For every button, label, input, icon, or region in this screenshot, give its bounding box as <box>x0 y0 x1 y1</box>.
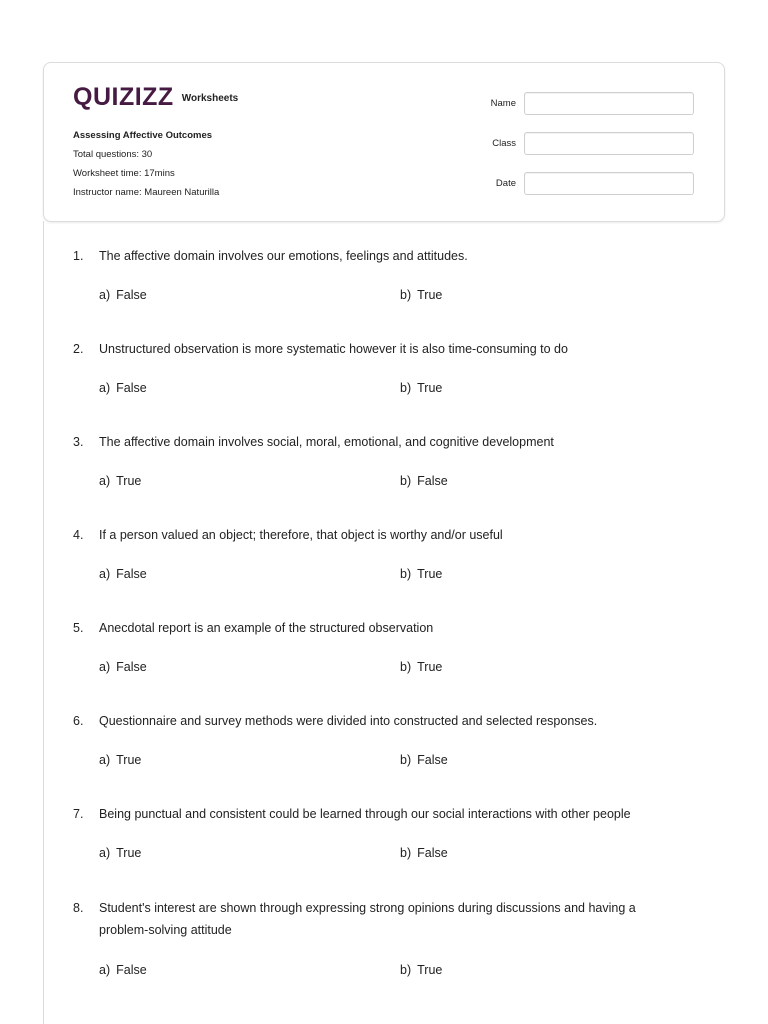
name-field-row <box>464 91 696 115</box>
option-text: True <box>417 567 443 581</box>
option-b[interactable] <box>400 659 442 675</box>
question-1 <box>73 245 673 267</box>
option-text: True <box>417 963 443 977</box>
option-text: True <box>417 381 443 395</box>
question-text: The affective domain involves social, moral, emotional, and cognitive development <box>99 435 554 449</box>
question-number: 7. <box>73 807 84 821</box>
option-a[interactable] <box>99 659 147 675</box>
question-text: If a person valued an object; therefore, that object is worthy and/or useful <box>99 528 503 542</box>
option-letter: b) <box>400 567 412 581</box>
option-text: False <box>116 381 147 395</box>
question-number: 8. <box>73 901 84 915</box>
question-2 <box>73 338 673 360</box>
option-text: True <box>417 288 443 302</box>
option-letter: b) <box>400 846 412 860</box>
option-text: False <box>116 660 147 674</box>
brand <box>73 85 238 110</box>
quizizz-logo: QUIZIZZ <box>73 83 174 111</box>
option-text: True <box>116 753 142 767</box>
question-text: The affective domain involves our emotions, feelings and attitudes. <box>99 249 468 263</box>
option-text: False <box>417 846 448 860</box>
option-letter: a) <box>99 567 111 581</box>
class-field-row <box>464 131 696 155</box>
total-questions: Total questions: 30 <box>73 149 153 160</box>
class-label: Class <box>492 137 516 149</box>
question-number: 6. <box>73 714 84 728</box>
option-text: True <box>417 660 443 674</box>
worksheet-time: Worksheet time: 17mins <box>73 168 175 179</box>
worksheet-title: Assessing Affective Outcomes <box>73 130 213 141</box>
worksheet-header-card <box>43 62 725 222</box>
date-field-row <box>464 171 696 195</box>
option-a[interactable] <box>99 845 141 861</box>
option-letter: b) <box>400 288 412 302</box>
option-letter: a) <box>99 753 111 767</box>
option-text: False <box>417 474 448 488</box>
question-number: 2. <box>73 342 84 356</box>
question-7 <box>73 803 673 825</box>
option-letter: a) <box>99 846 111 860</box>
option-b[interactable] <box>400 845 448 861</box>
option-text: False <box>116 567 147 581</box>
option-letter: b) <box>400 660 412 674</box>
option-a[interactable] <box>99 473 141 489</box>
option-letter: a) <box>99 660 111 674</box>
date-label: Date <box>495 177 516 189</box>
option-letter: b) <box>400 963 412 977</box>
question-text: Anecdotal report is an example of the structured observation <box>99 621 434 635</box>
question-6 <box>73 710 673 732</box>
option-a[interactable] <box>99 287 147 303</box>
question-5 <box>73 617 673 639</box>
question-text: Student's interest are shown through expressing strong opinions during discussions and having a problem-solving attitude <box>99 901 636 937</box>
option-a[interactable] <box>99 566 147 582</box>
option-text: True <box>116 474 142 488</box>
option-letter: a) <box>99 288 111 302</box>
option-b[interactable] <box>400 473 448 489</box>
option-text: False <box>417 753 448 767</box>
question-text: Questionnaire and survey methods were divided into constructed and selected responses. <box>99 714 598 728</box>
option-b[interactable] <box>400 962 442 978</box>
question-number: 1. <box>73 249 84 263</box>
option-text: False <box>116 963 147 977</box>
option-letter: b) <box>400 474 412 488</box>
option-letter: a) <box>99 963 111 977</box>
question-number: 3. <box>73 435 84 449</box>
left-margin-rule <box>43 221 44 1024</box>
date-input[interactable] <box>524 172 694 195</box>
question-text: Unstructured observation is more systematic however it is also time-consuming to do <box>99 342 568 356</box>
option-text: False <box>116 288 147 302</box>
option-a[interactable] <box>99 380 147 396</box>
option-text: True <box>116 846 142 860</box>
option-a[interactable] <box>99 752 141 768</box>
class-input[interactable] <box>524 132 694 155</box>
brand-subtitle: Worksheets <box>181 93 239 104</box>
question-number: 5. <box>73 621 84 635</box>
option-a[interactable] <box>99 962 147 978</box>
question-number: 4. <box>73 528 84 542</box>
option-b[interactable] <box>400 380 442 396</box>
question-3 <box>73 431 673 453</box>
option-letter: b) <box>400 381 412 395</box>
name-input[interactable] <box>524 92 694 115</box>
worksheet-meta <box>73 126 219 202</box>
instructor-name: Instructor name: Maureen Naturilla <box>73 187 220 198</box>
option-letter: a) <box>99 381 111 395</box>
question-text: Being punctual and consistent could be learned through our social interactions with other people <box>99 807 631 821</box>
name-label: Name <box>490 97 516 109</box>
question-8 <box>73 897 673 941</box>
question-4 <box>73 524 673 546</box>
option-b[interactable] <box>400 287 442 303</box>
option-letter: a) <box>99 474 111 488</box>
option-b[interactable] <box>400 566 442 582</box>
option-b[interactable] <box>400 752 448 768</box>
option-letter: b) <box>400 753 412 767</box>
